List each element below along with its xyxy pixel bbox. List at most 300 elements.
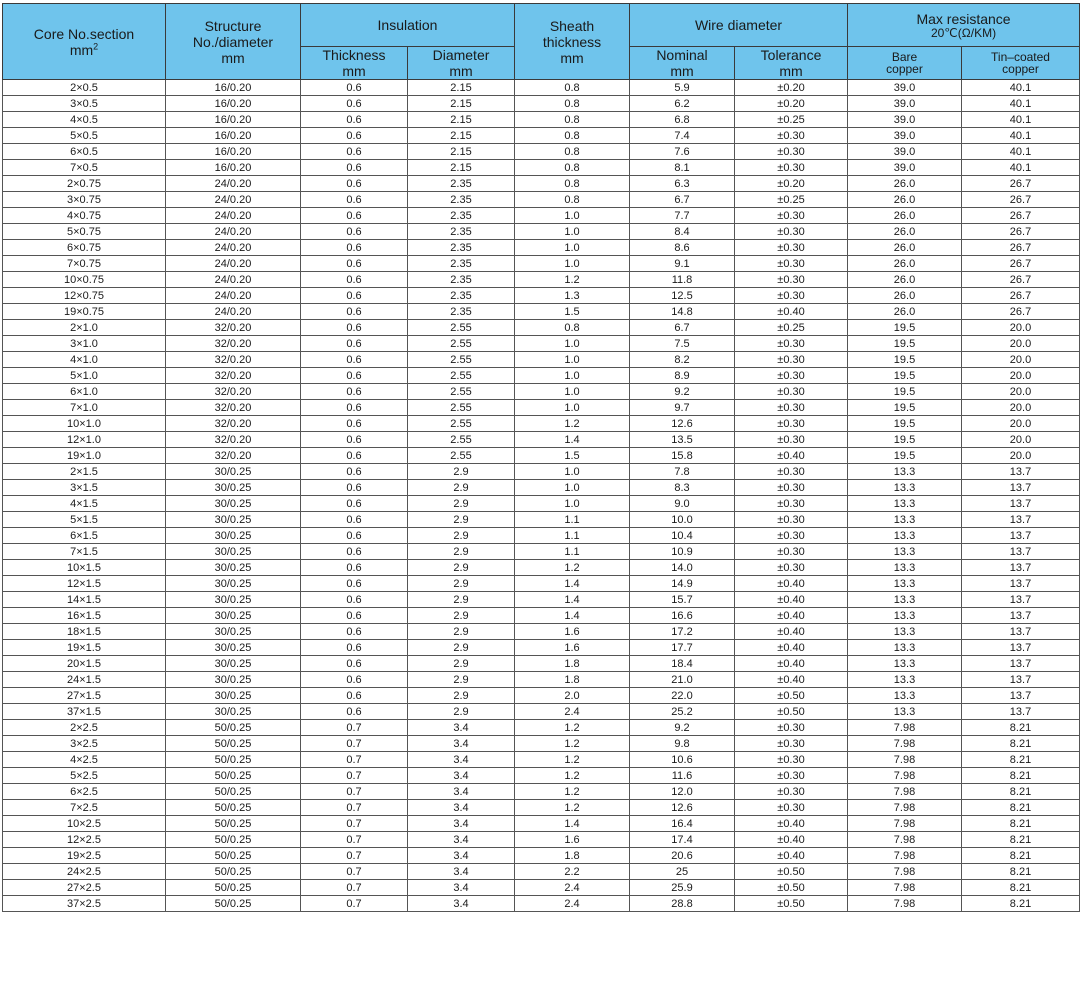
cell-tin-copper-resistance: 13.7 — [962, 640, 1080, 656]
cell-insulation-diameter: 2.55 — [408, 432, 515, 448]
table-row — [3, 688, 1080, 704]
cell-insulation-diameter: 2.55 — [408, 368, 515, 384]
cell-insulation-thickness: 0.6 — [301, 464, 408, 480]
cell-sheath-thickness: 1.4 — [515, 816, 630, 832]
cell-tolerance: ±0.40 — [735, 624, 848, 640]
cell-insulation-diameter: 3.4 — [408, 880, 515, 896]
cell-core-section: 19×1.5 — [3, 640, 166, 656]
header-core-unit: mm — [69, 41, 94, 58]
cell-core-section: 10×0.75 — [3, 272, 166, 288]
cell-insulation-diameter: 2.55 — [408, 336, 515, 352]
cell-bare-copper-resistance: 7.98 — [848, 736, 962, 752]
table-row — [3, 496, 1080, 512]
cell-core-section: 6×0.5 — [3, 144, 166, 160]
cell-insulation-diameter: 2.9 — [408, 576, 515, 592]
header-tolerance — [735, 47, 848, 80]
cell-insulation-thickness: 0.6 — [301, 672, 408, 688]
cell-structure: 24/0.20 — [166, 240, 301, 256]
cell-nominal-diameter: 15.7 — [630, 592, 735, 608]
table-row — [3, 400, 1080, 416]
cell-sheath-thickness: 1.2 — [515, 560, 630, 576]
table-row — [3, 96, 1080, 112]
cell-tin-copper-resistance: 13.7 — [962, 544, 1080, 560]
header-core-line1: Core No.section — [33, 25, 135, 42]
cell-structure: 30/0.25 — [166, 704, 301, 720]
table-row — [3, 336, 1080, 352]
cell-tolerance: ±0.30 — [735, 512, 848, 528]
cell-core-section: 10×1.5 — [3, 560, 166, 576]
cell-insulation-thickness: 0.6 — [301, 320, 408, 336]
cell-tolerance: ±0.30 — [735, 208, 848, 224]
cell-structure: 32/0.20 — [166, 400, 301, 416]
cell-bare-copper-resistance: 7.98 — [848, 880, 962, 896]
cell-core-section: 27×2.5 — [3, 880, 166, 896]
cell-tolerance: ±0.20 — [735, 96, 848, 112]
cell-sheath-thickness: 1.4 — [515, 592, 630, 608]
header-bare-copper — [848, 47, 962, 80]
cell-insulation-thickness: 0.7 — [301, 784, 408, 800]
cell-bare-copper-resistance: 13.3 — [848, 656, 962, 672]
cell-core-section: 14×1.5 — [3, 592, 166, 608]
cell-sheath-thickness: 0.8 — [515, 176, 630, 192]
cell-core-section: 19×2.5 — [3, 848, 166, 864]
cell-structure: 50/0.25 — [166, 720, 301, 736]
table-row — [3, 464, 1080, 480]
cell-nominal-diameter: 9.1 — [630, 256, 735, 272]
cell-insulation-diameter: 2.35 — [408, 176, 515, 192]
table-row — [3, 608, 1080, 624]
cell-tin-copper-resistance: 13.7 — [962, 704, 1080, 720]
header-nominal-line1: Nominal — [656, 47, 708, 63]
cell-structure: 50/0.25 — [166, 736, 301, 752]
cell-core-section: 3×1.0 — [3, 336, 166, 352]
cell-bare-copper-resistance: 13.3 — [848, 544, 962, 560]
cell-core-section: 5×1.0 — [3, 368, 166, 384]
cell-insulation-thickness: 0.7 — [301, 832, 408, 848]
cell-structure: 16/0.20 — [166, 80, 301, 96]
cell-tolerance: ±0.30 — [735, 128, 848, 144]
table-row — [3, 304, 1080, 320]
cell-tolerance: ±0.40 — [735, 816, 848, 832]
cell-nominal-diameter: 10.6 — [630, 752, 735, 768]
header-bare-line2: copper — [886, 62, 923, 76]
header-max-resistance-line2: 20℃(Ω/KM) — [930, 25, 997, 40]
cell-tin-copper-resistance: 8.21 — [962, 896, 1080, 912]
cell-tolerance: ±0.20 — [735, 80, 848, 96]
cell-structure: 30/0.25 — [166, 624, 301, 640]
cell-sheath-thickness: 1.0 — [515, 240, 630, 256]
cell-tolerance: ±0.30 — [735, 368, 848, 384]
cell-tin-copper-resistance: 40.1 — [962, 80, 1080, 96]
cell-tin-copper-resistance: 20.0 — [962, 432, 1080, 448]
cell-structure: 30/0.25 — [166, 688, 301, 704]
cell-insulation-thickness: 0.6 — [301, 176, 408, 192]
cell-core-section: 4×1.5 — [3, 496, 166, 512]
cell-nominal-diameter: 9.8 — [630, 736, 735, 752]
table-row — [3, 560, 1080, 576]
cell-insulation-thickness: 0.6 — [301, 624, 408, 640]
cell-nominal-diameter: 10.0 — [630, 512, 735, 528]
table-row — [3, 384, 1080, 400]
table-row — [3, 816, 1080, 832]
cell-insulation-diameter: 2.35 — [408, 288, 515, 304]
cell-structure: 30/0.25 — [166, 480, 301, 496]
cell-insulation-thickness: 0.6 — [301, 448, 408, 464]
cell-sheath-thickness: 2.2 — [515, 864, 630, 880]
cell-insulation-diameter: 3.4 — [408, 720, 515, 736]
cell-insulation-thickness: 0.7 — [301, 896, 408, 912]
cell-core-section: 12×1.0 — [3, 432, 166, 448]
cell-tolerance: ±0.30 — [735, 800, 848, 816]
cell-sheath-thickness: 1.0 — [515, 400, 630, 416]
cell-tin-copper-resistance: 13.7 — [962, 688, 1080, 704]
cell-bare-copper-resistance: 19.5 — [848, 320, 962, 336]
cell-bare-copper-resistance: 39.0 — [848, 128, 962, 144]
cell-tin-copper-resistance: 8.21 — [962, 752, 1080, 768]
cell-core-section: 5×0.5 — [3, 128, 166, 144]
table-row — [3, 240, 1080, 256]
cell-sheath-thickness: 1.1 — [515, 512, 630, 528]
cell-sheath-thickness: 1.0 — [515, 208, 630, 224]
cell-insulation-thickness: 0.6 — [301, 592, 408, 608]
cell-insulation-thickness: 0.6 — [301, 640, 408, 656]
header-insulation: Insulation — [301, 4, 515, 47]
cell-structure: 30/0.25 — [166, 544, 301, 560]
cell-bare-copper-resistance: 13.3 — [848, 704, 962, 720]
cell-bare-copper-resistance: 26.0 — [848, 224, 962, 240]
cell-tolerance: ±0.30 — [735, 496, 848, 512]
header-bare-line1: Bare — [891, 50, 918, 64]
cell-insulation-thickness: 0.7 — [301, 816, 408, 832]
table-row — [3, 640, 1080, 656]
header-ins-thickness — [301, 47, 408, 80]
table-row — [3, 448, 1080, 464]
cell-sheath-thickness: 1.6 — [515, 624, 630, 640]
header-nominal-line2: mm — [670, 63, 694, 79]
cell-insulation-diameter: 2.35 — [408, 240, 515, 256]
header-sheath-line1: Sheath — [549, 17, 595, 34]
cell-insulation-diameter: 2.9 — [408, 704, 515, 720]
cell-structure: 16/0.20 — [166, 128, 301, 144]
cell-tolerance: ±0.40 — [735, 672, 848, 688]
cell-insulation-thickness: 0.6 — [301, 160, 408, 176]
cell-structure: 50/0.25 — [166, 768, 301, 784]
table-row — [3, 576, 1080, 592]
cell-insulation-thickness: 0.7 — [301, 880, 408, 896]
cell-nominal-diameter: 9.2 — [630, 720, 735, 736]
cell-tolerance: ±0.50 — [735, 864, 848, 880]
cell-insulation-diameter: 2.9 — [408, 640, 515, 656]
cell-insulation-diameter: 3.4 — [408, 896, 515, 912]
cell-core-section: 12×0.75 — [3, 288, 166, 304]
cell-nominal-diameter: 12.5 — [630, 288, 735, 304]
cell-sheath-thickness: 1.0 — [515, 256, 630, 272]
cell-insulation-thickness: 0.7 — [301, 848, 408, 864]
cell-structure: 16/0.20 — [166, 160, 301, 176]
cell-tolerance: ±0.40 — [735, 304, 848, 320]
cell-core-section: 4×0.5 — [3, 112, 166, 128]
cell-bare-copper-resistance: 19.5 — [848, 336, 962, 352]
cell-core-section: 16×1.5 — [3, 608, 166, 624]
cell-insulation-diameter: 3.4 — [408, 784, 515, 800]
cell-nominal-diameter: 12.0 — [630, 784, 735, 800]
cell-nominal-diameter: 11.8 — [630, 272, 735, 288]
cell-bare-copper-resistance: 13.3 — [848, 672, 962, 688]
table-row — [3, 352, 1080, 368]
cell-nominal-diameter: 8.6 — [630, 240, 735, 256]
cell-tin-copper-resistance: 26.7 — [962, 192, 1080, 208]
cell-nominal-diameter: 25.2 — [630, 704, 735, 720]
cell-core-section: 27×1.5 — [3, 688, 166, 704]
cell-insulation-diameter: 2.9 — [408, 560, 515, 576]
cell-nominal-diameter: 11.6 — [630, 768, 735, 784]
table-row — [3, 416, 1080, 432]
cell-tin-copper-resistance: 8.21 — [962, 800, 1080, 816]
cell-tolerance: ±0.40 — [735, 576, 848, 592]
cell-tin-copper-resistance: 13.7 — [962, 560, 1080, 576]
cell-insulation-diameter: 2.15 — [408, 80, 515, 96]
table-row — [3, 176, 1080, 192]
cell-bare-copper-resistance: 7.98 — [848, 864, 962, 880]
cell-sheath-thickness: 1.8 — [515, 672, 630, 688]
cell-structure: 32/0.20 — [166, 432, 301, 448]
cell-bare-copper-resistance: 13.3 — [848, 608, 962, 624]
table-header — [3, 4, 1080, 80]
cell-insulation-thickness: 0.7 — [301, 768, 408, 784]
cell-core-section: 4×1.0 — [3, 352, 166, 368]
cell-tolerance: ±0.30 — [735, 336, 848, 352]
cell-tin-copper-resistance: 40.1 — [962, 144, 1080, 160]
cell-nominal-diameter: 8.9 — [630, 368, 735, 384]
cell-tin-copper-resistance: 8.21 — [962, 768, 1080, 784]
header-tin-line1: Tin–coated — [991, 50, 1050, 64]
cell-bare-copper-resistance: 7.98 — [848, 752, 962, 768]
table-row — [3, 544, 1080, 560]
cell-structure: 24/0.20 — [166, 304, 301, 320]
cell-insulation-thickness: 0.6 — [301, 608, 408, 624]
cell-insulation-thickness: 0.6 — [301, 480, 408, 496]
cell-insulation-diameter: 2.9 — [408, 528, 515, 544]
cell-core-section: 10×2.5 — [3, 816, 166, 832]
cell-nominal-diameter: 14.0 — [630, 560, 735, 576]
cell-insulation-thickness: 0.7 — [301, 752, 408, 768]
cell-tolerance: ±0.30 — [735, 352, 848, 368]
cell-tin-copper-resistance: 13.7 — [962, 496, 1080, 512]
header-max-resistance — [848, 4, 1080, 47]
cell-core-section: 2×0.75 — [3, 176, 166, 192]
cell-sheath-thickness: 1.2 — [515, 272, 630, 288]
cell-core-section: 12×1.5 — [3, 576, 166, 592]
cell-tin-copper-resistance: 13.7 — [962, 576, 1080, 592]
cell-tin-copper-resistance: 8.21 — [962, 848, 1080, 864]
cell-insulation-thickness: 0.6 — [301, 288, 408, 304]
cell-bare-copper-resistance: 19.5 — [848, 368, 962, 384]
cell-nominal-diameter: 12.6 — [630, 416, 735, 432]
cell-sheath-thickness: 1.5 — [515, 448, 630, 464]
cell-tin-copper-resistance: 13.7 — [962, 528, 1080, 544]
cell-tin-copper-resistance: 26.7 — [962, 240, 1080, 256]
cell-insulation-thickness: 0.6 — [301, 704, 408, 720]
cell-tin-copper-resistance: 40.1 — [962, 96, 1080, 112]
cell-tin-copper-resistance: 13.7 — [962, 624, 1080, 640]
cell-bare-copper-resistance: 7.98 — [848, 720, 962, 736]
cell-tin-copper-resistance: 13.7 — [962, 672, 1080, 688]
cell-structure: 30/0.25 — [166, 592, 301, 608]
cell-sheath-thickness: 1.0 — [515, 480, 630, 496]
cell-sheath-thickness: 2.0 — [515, 688, 630, 704]
cell-bare-copper-resistance: 13.3 — [848, 560, 962, 576]
table-row — [3, 128, 1080, 144]
cell-insulation-diameter: 2.9 — [408, 688, 515, 704]
cell-insulation-thickness: 0.7 — [301, 720, 408, 736]
cell-insulation-diameter: 2.55 — [408, 400, 515, 416]
cell-insulation-thickness: 0.6 — [301, 384, 408, 400]
cell-bare-copper-resistance: 7.98 — [848, 768, 962, 784]
cell-bare-copper-resistance: 26.0 — [848, 192, 962, 208]
table-row — [3, 656, 1080, 672]
cell-tolerance: ±0.40 — [735, 640, 848, 656]
cell-tolerance: ±0.30 — [735, 432, 848, 448]
cell-insulation-diameter: 2.35 — [408, 192, 515, 208]
cell-structure: 32/0.20 — [166, 336, 301, 352]
cell-nominal-diameter: 6.3 — [630, 176, 735, 192]
cell-tin-copper-resistance: 40.1 — [962, 128, 1080, 144]
table-row — [3, 224, 1080, 240]
cell-core-section: 2×0.5 — [3, 80, 166, 96]
cell-core-section: 2×1.5 — [3, 464, 166, 480]
cell-bare-copper-resistance: 13.3 — [848, 480, 962, 496]
cell-core-section: 6×2.5 — [3, 784, 166, 800]
cell-sheath-thickness: 1.2 — [515, 800, 630, 816]
cell-nominal-diameter: 18.4 — [630, 656, 735, 672]
cell-sheath-thickness: 0.8 — [515, 160, 630, 176]
header-core-sup: 2 — [93, 40, 99, 51]
table-row — [3, 256, 1080, 272]
cell-bare-copper-resistance: 26.0 — [848, 288, 962, 304]
cell-insulation-thickness: 0.6 — [301, 512, 408, 528]
table-row — [3, 480, 1080, 496]
cell-nominal-diameter: 25.9 — [630, 880, 735, 896]
cell-structure: 32/0.20 — [166, 368, 301, 384]
table-row — [3, 112, 1080, 128]
cell-tin-copper-resistance: 13.7 — [962, 480, 1080, 496]
cell-tolerance: ±0.40 — [735, 592, 848, 608]
header-sheath-line3: mm — [560, 49, 584, 66]
cell-bare-copper-resistance: 19.5 — [848, 400, 962, 416]
header-max-resistance-line1: Max resistance — [916, 10, 1011, 27]
cell-tolerance: ±0.50 — [735, 704, 848, 720]
cell-bare-copper-resistance: 39.0 — [848, 112, 962, 128]
cell-tin-copper-resistance: 20.0 — [962, 336, 1080, 352]
cell-insulation-diameter: 3.4 — [408, 752, 515, 768]
cell-tin-copper-resistance: 8.21 — [962, 784, 1080, 800]
table-row — [3, 368, 1080, 384]
cell-core-section: 5×2.5 — [3, 768, 166, 784]
cell-bare-copper-resistance: 13.3 — [848, 592, 962, 608]
cell-tin-copper-resistance: 20.0 — [962, 320, 1080, 336]
cell-tolerance: ±0.40 — [735, 832, 848, 848]
header-structure-line1: Structure — [204, 17, 262, 34]
cell-nominal-diameter: 13.5 — [630, 432, 735, 448]
cell-structure: 30/0.25 — [166, 464, 301, 480]
cell-structure: 30/0.25 — [166, 672, 301, 688]
cell-tolerance: ±0.30 — [735, 224, 848, 240]
cell-nominal-diameter: 6.7 — [630, 192, 735, 208]
cell-bare-copper-resistance: 19.5 — [848, 384, 962, 400]
table-row — [3, 864, 1080, 880]
cell-bare-copper-resistance: 13.3 — [848, 640, 962, 656]
cell-structure: 24/0.20 — [166, 176, 301, 192]
table-row — [3, 320, 1080, 336]
cell-nominal-diameter: 14.8 — [630, 304, 735, 320]
cell-sheath-thickness: 0.8 — [515, 96, 630, 112]
cell-nominal-diameter: 15.8 — [630, 448, 735, 464]
cell-tolerance: ±0.30 — [735, 464, 848, 480]
cell-bare-copper-resistance: 19.5 — [848, 416, 962, 432]
cell-nominal-diameter: 8.4 — [630, 224, 735, 240]
table-row — [3, 144, 1080, 160]
cell-structure: 16/0.20 — [166, 96, 301, 112]
cell-structure: 30/0.25 — [166, 656, 301, 672]
cell-tin-copper-resistance: 8.21 — [962, 864, 1080, 880]
cell-nominal-diameter: 16.6 — [630, 608, 735, 624]
cell-sheath-thickness: 1.2 — [515, 752, 630, 768]
cell-structure: 30/0.25 — [166, 496, 301, 512]
cell-tolerance: ±0.30 — [735, 384, 848, 400]
table-row — [3, 848, 1080, 864]
cell-insulation-thickness: 0.6 — [301, 496, 408, 512]
cell-insulation-diameter: 2.55 — [408, 352, 515, 368]
table-row — [3, 672, 1080, 688]
cell-tolerance: ±0.25 — [735, 192, 848, 208]
cell-nominal-diameter: 9.0 — [630, 496, 735, 512]
cell-insulation-thickness: 0.6 — [301, 112, 408, 128]
cell-tolerance: ±0.30 — [735, 736, 848, 752]
cell-tolerance: ±0.50 — [735, 688, 848, 704]
table-row — [3, 720, 1080, 736]
cell-tolerance: ±0.30 — [735, 144, 848, 160]
cell-nominal-diameter: 16.4 — [630, 816, 735, 832]
cell-sheath-thickness: 1.4 — [515, 608, 630, 624]
table-row — [3, 624, 1080, 640]
cell-insulation-thickness: 0.6 — [301, 688, 408, 704]
cell-bare-copper-resistance: 26.0 — [848, 272, 962, 288]
cell-nominal-diameter: 5.9 — [630, 80, 735, 96]
cell-core-section: 3×1.5 — [3, 480, 166, 496]
table-row — [3, 592, 1080, 608]
cell-structure: 24/0.20 — [166, 192, 301, 208]
cell-insulation-diameter: 3.4 — [408, 832, 515, 848]
header-tolerance-line2: mm — [779, 63, 803, 79]
cell-bare-copper-resistance: 13.3 — [848, 688, 962, 704]
cell-tin-copper-resistance: 20.0 — [962, 400, 1080, 416]
cell-nominal-diameter: 12.6 — [630, 800, 735, 816]
cell-insulation-diameter: 2.9 — [408, 512, 515, 528]
cell-tolerance: ±0.30 — [735, 400, 848, 416]
cell-bare-copper-resistance: 39.0 — [848, 80, 962, 96]
table-row — [3, 880, 1080, 896]
cell-sheath-thickness: 0.8 — [515, 80, 630, 96]
cell-tolerance: ±0.30 — [735, 256, 848, 272]
table-row — [3, 80, 1080, 96]
cell-insulation-diameter: 2.15 — [408, 160, 515, 176]
cell-sheath-thickness: 0.8 — [515, 192, 630, 208]
cell-insulation-diameter: 2.55 — [408, 320, 515, 336]
cell-insulation-thickness: 0.6 — [301, 144, 408, 160]
cell-tin-copper-resistance: 8.21 — [962, 880, 1080, 896]
cell-core-section: 19×0.75 — [3, 304, 166, 320]
cell-nominal-diameter: 20.6 — [630, 848, 735, 864]
